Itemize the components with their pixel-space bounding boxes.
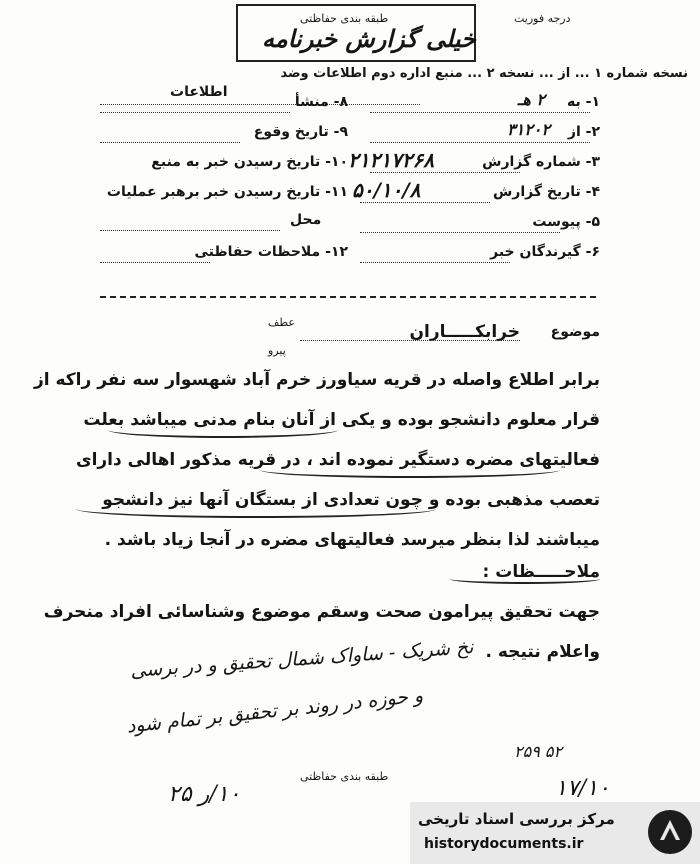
subject-ref-top: عطف [268, 316, 295, 329]
copy-line-cont: اطلاعات [170, 84, 228, 100]
remarks-line: جهت تحقیق پیرامون صحت وسقم موضوع وشناسائی افراد منحرف [43, 602, 600, 622]
handwritten-ref: ۱۰/ر ۲۵ [168, 782, 241, 807]
handwritten-note: نخ شریک - ساواک شمال تحقیق و در برسی [129, 636, 475, 682]
handwritten-date: ۱۷/۱۰ [555, 776, 610, 801]
remarks-title: ملاحـــــظات : [482, 562, 600, 582]
field-label: ۱۱- تاریخ رسیدن خبر برهبر عملیات [106, 184, 348, 200]
hand-underline [108, 422, 338, 438]
stamp-text: خیلی گزارش خبرنامه [262, 24, 476, 53]
field-label: ۵- پیوست [532, 214, 600, 230]
field-label: ۱۲- ملاحظات حفاظتی [194, 244, 348, 260]
field-value: ۲ هـ [517, 90, 545, 109]
watermark-url: historydocuments.ir [424, 836, 584, 852]
subject-label: موضوع [550, 324, 600, 340]
hand-underline [260, 462, 560, 478]
hand-underline [76, 500, 436, 518]
handwritten-number: ۵۲ ۲۵۹ [514, 742, 563, 761]
watermark-title: مرکز بررسی اسناد تاریخی [418, 810, 615, 828]
subject-ref-bottom: پیرو [268, 344, 286, 357]
priority-label: درجه فوریت [514, 12, 571, 25]
copy-line: نسخه شماره ۱ ... از ... نسخه ۲ ... منبع اداره دوم اطلاعات وضد [280, 66, 688, 81]
field-label: ۲- از [567, 124, 600, 140]
subject-value: خرابکـــــاران [409, 322, 520, 342]
field-label: ۱- به [567, 94, 600, 110]
field-label: ۸- منشأ [294, 94, 348, 110]
body-line: میباشند لذا بنظر میرسد فعالیتهای مضره در آنجا زیاد باشد . [104, 530, 600, 550]
remarks-line: واعلام نتیجه . [485, 642, 600, 662]
field-value: ۵۰/۱۰/۸ [352, 178, 421, 202]
field-label: ۱۰- تاریخ رسیدن خبر به منبع [151, 154, 348, 170]
classification-bottom: طبقه بندی حفاظتی [300, 770, 389, 783]
watermark [410, 802, 700, 864]
field-label: ۳- شماره گزارش [482, 154, 600, 170]
field-label: ۶- گیرندگان خبر [490, 244, 600, 260]
field-label: ۹- تاریخ وقوع [253, 124, 348, 140]
field-label: ۴- تاریخ گزارش [492, 184, 600, 200]
body-line: قرار معلوم دانشجو بوده و یکی از آنان بنام مدنی میباشد بعلت [83, 410, 600, 430]
classification-top: طبقه بندی حفاظتی [300, 12, 389, 25]
section-divider [100, 296, 596, 298]
body-line: فعالیتهای مضره دستگیر نموده اند ، در قریه مذکور اهالی دارای [75, 450, 600, 470]
body-line: تعصب مذهبی بوده و چون تعدادی از بستگان آنها نیز دانشجو [102, 490, 600, 510]
field-value: ۳۱۲۰۲ [507, 120, 550, 139]
archive-logo-icon [648, 810, 692, 854]
body-line: برابر اطلاع واصله در قریه سیاورز خرم آباد شهسوار سه نفر راکه از [33, 370, 600, 390]
field-label: محل [290, 212, 322, 228]
field-value: ۲۱۲۱۷۲۶۸ [348, 148, 434, 172]
handwritten-note: و حوزه در روند بر تحقیق بر تمام شود [125, 684, 425, 738]
